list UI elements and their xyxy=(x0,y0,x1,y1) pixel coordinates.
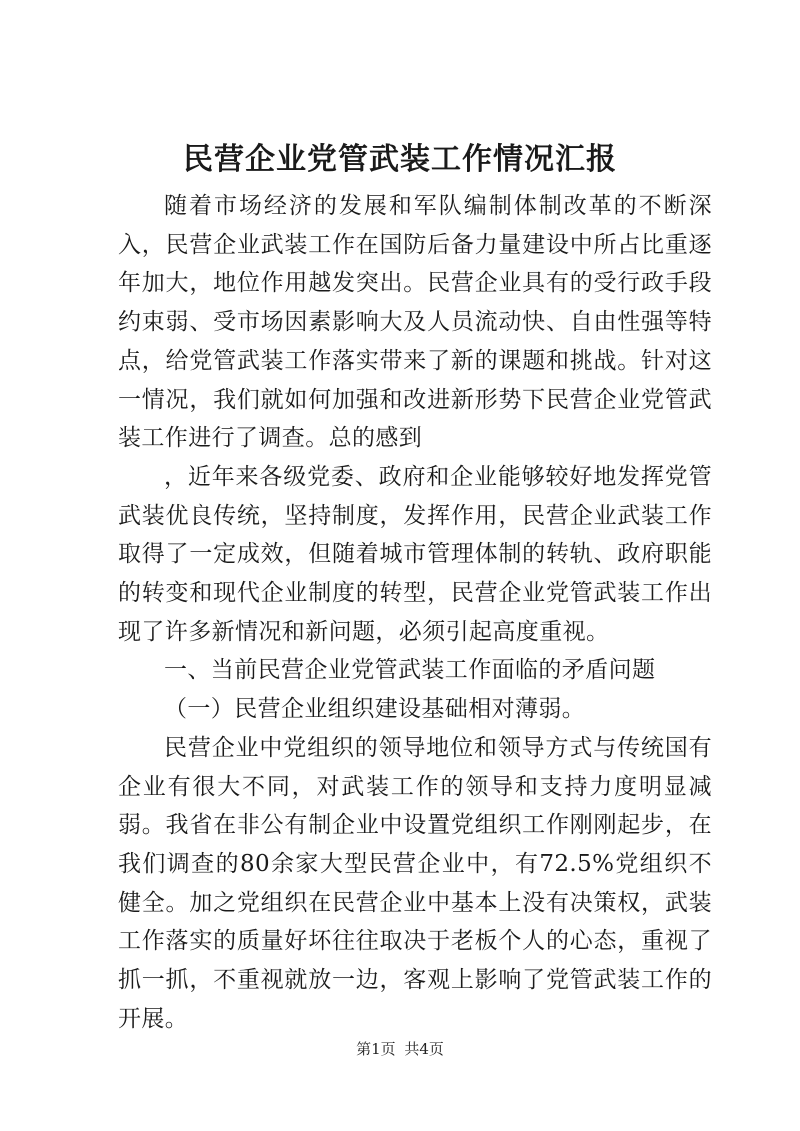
page-number: 第1页 xyxy=(356,1040,396,1058)
paragraph: 民营企业中党组织的领导地位和领导方式与传统国有企业有很大不同，对武装工作的领导和支持力度明显减弱。我省在非公有制企业中设置党组织工作刚刚起步，在我们调查的80余家大型民营企业中，有72.5%党组织不健全。加之党组织在民营企业中基本上没有决策权，武装工作落实的质量好坏往往取决于老板个人的心态，重视了抓一抓，不重视就放一边，客观上影响了党管武装工作的开展。 xyxy=(118,734,712,1032)
page-footer xyxy=(0,1039,800,1059)
subsection-heading: （一）民营企业组织建设基础相对薄弱。 xyxy=(164,696,586,723)
document-body xyxy=(118,187,712,1038)
page-total: 共4页 xyxy=(404,1040,444,1058)
paragraph: ，近年来各级党委、政府和企业能够较好地发挥党管武装优良传统，坚持制度，发挥作用，民营企业武装工作取得了一定成效，但随着城市管理体制的转轨、政府职能的转变和现代企业制度的转型，民营企业党管武装工作出现了许多新情况和新问题，必须引起高度重视。 xyxy=(118,463,712,645)
document-title: 民营企业党管武装工作情况汇报 xyxy=(183,142,617,177)
section-heading: 一、当前民营企业党管武装工作面临的矛盾问题 xyxy=(164,657,656,684)
paragraph: 随着市场经济的发展和军队编制体制改革的不断深入，民营企业武装工作在国防后备力量建设中所占比重逐年加大，地位作用越发突出。民营企业具有的受行政手段约束弱、受市场因素影响大及人员流动快、自由性强等特点，给党管武装工作落实带来了新的课题和挑战。针对这一情况，我们就如何加强和改进新形势下民营企业党管武装工作进行了调查。总的感到 xyxy=(118,193,712,452)
